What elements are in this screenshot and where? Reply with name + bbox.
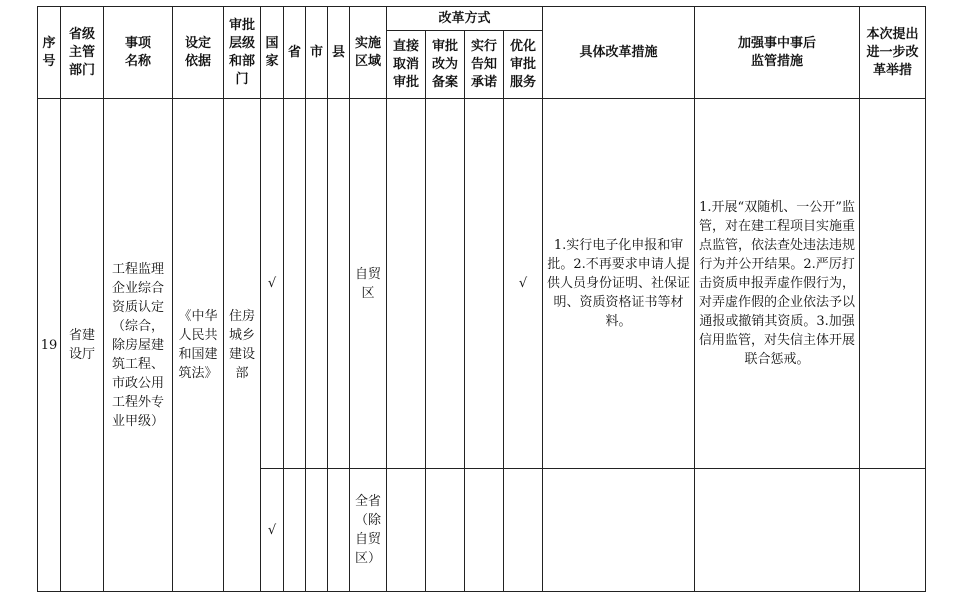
cell-dept: 省建设厅: [61, 99, 104, 592]
cell-level: 住房城乡建设部: [224, 99, 261, 592]
cell-basis: 《中华人民共和国建筑法》: [173, 99, 224, 592]
header-mode-cancel: 直接取消审批: [387, 31, 426, 99]
cell-mode-optimize-mark: √: [504, 99, 543, 469]
cell-item: 工程监理企业综合资质认定（综合，除房屋建筑工程、市政公用工程外专业甲级）: [104, 99, 173, 592]
header-mode-filing: 审批改为备案: [426, 31, 465, 99]
header-item: 事项名称: [104, 7, 173, 99]
cell-area: 自贸区: [350, 99, 387, 469]
cell-mode-cancel: [387, 469, 426, 592]
cell-national-mark: √: [261, 469, 284, 592]
cell-measures: 1.实行电子化申报和审批。2.不再要求申请人提供人员身份证明、社保证明、资质资格证书等材料。: [543, 99, 695, 469]
cell-further: [860, 469, 926, 592]
cell-mode-notify: [465, 99, 504, 469]
cell-county: [328, 469, 350, 592]
header-dept: 省级主管部门: [61, 7, 104, 99]
header-mode-optimize: 优化审批服务: [504, 31, 543, 99]
cell-area: 全省（除自贸区）: [350, 469, 387, 592]
header-city: 市: [306, 7, 328, 99]
header-level: 审批层级和部门: [224, 7, 261, 99]
cell-supervision: [695, 469, 860, 592]
cell-mode-filing: [426, 99, 465, 469]
table-header: [38, 7, 926, 99]
cell-measures: [543, 469, 695, 592]
cell-county: [328, 99, 350, 469]
header-mode-notify: 实行告知承诺: [465, 31, 504, 99]
cell-mode-filing: [426, 469, 465, 592]
header-basis: 设定依据: [173, 7, 224, 99]
header-province: 省: [284, 7, 306, 99]
cell-supervision: 1.开展“双随机、一公开”监管，对在建工程项目实施重点监管，依法查处违法违规行为并公开结果。2.严厉打击资质申报弄虚作假行为，对弄虚作假的企业依法予以通报或撤销其资质。3.加强信用监管，对失信主体开展联合惩戒。: [695, 99, 860, 469]
reform-table: [37, 6, 926, 592]
header-area: 实施区域: [350, 7, 387, 99]
cell-seq: 19: [38, 99, 61, 592]
header-national: 国家: [261, 7, 284, 99]
cell-province: [284, 469, 306, 592]
header-county: 县: [328, 7, 350, 99]
cell-province: [284, 99, 306, 469]
cell-mode-optimize-mark: [504, 469, 543, 592]
header-seq: 序号: [38, 7, 61, 99]
header-reform-mode: 改革方式: [387, 7, 543, 31]
cell-city: [306, 99, 328, 469]
header-measures: 具体改革措施: [543, 7, 695, 99]
cell-national-mark: √: [261, 99, 284, 469]
table-row: [38, 99, 926, 469]
cell-further: [860, 99, 926, 469]
cell-city: [306, 469, 328, 592]
cell-mode-notify: [465, 469, 504, 592]
cell-mode-cancel: [387, 99, 426, 469]
header-supervision: 加强事中事后 监管措施: [695, 7, 860, 99]
header-further: 本次提出进一步改革举措: [860, 7, 926, 99]
